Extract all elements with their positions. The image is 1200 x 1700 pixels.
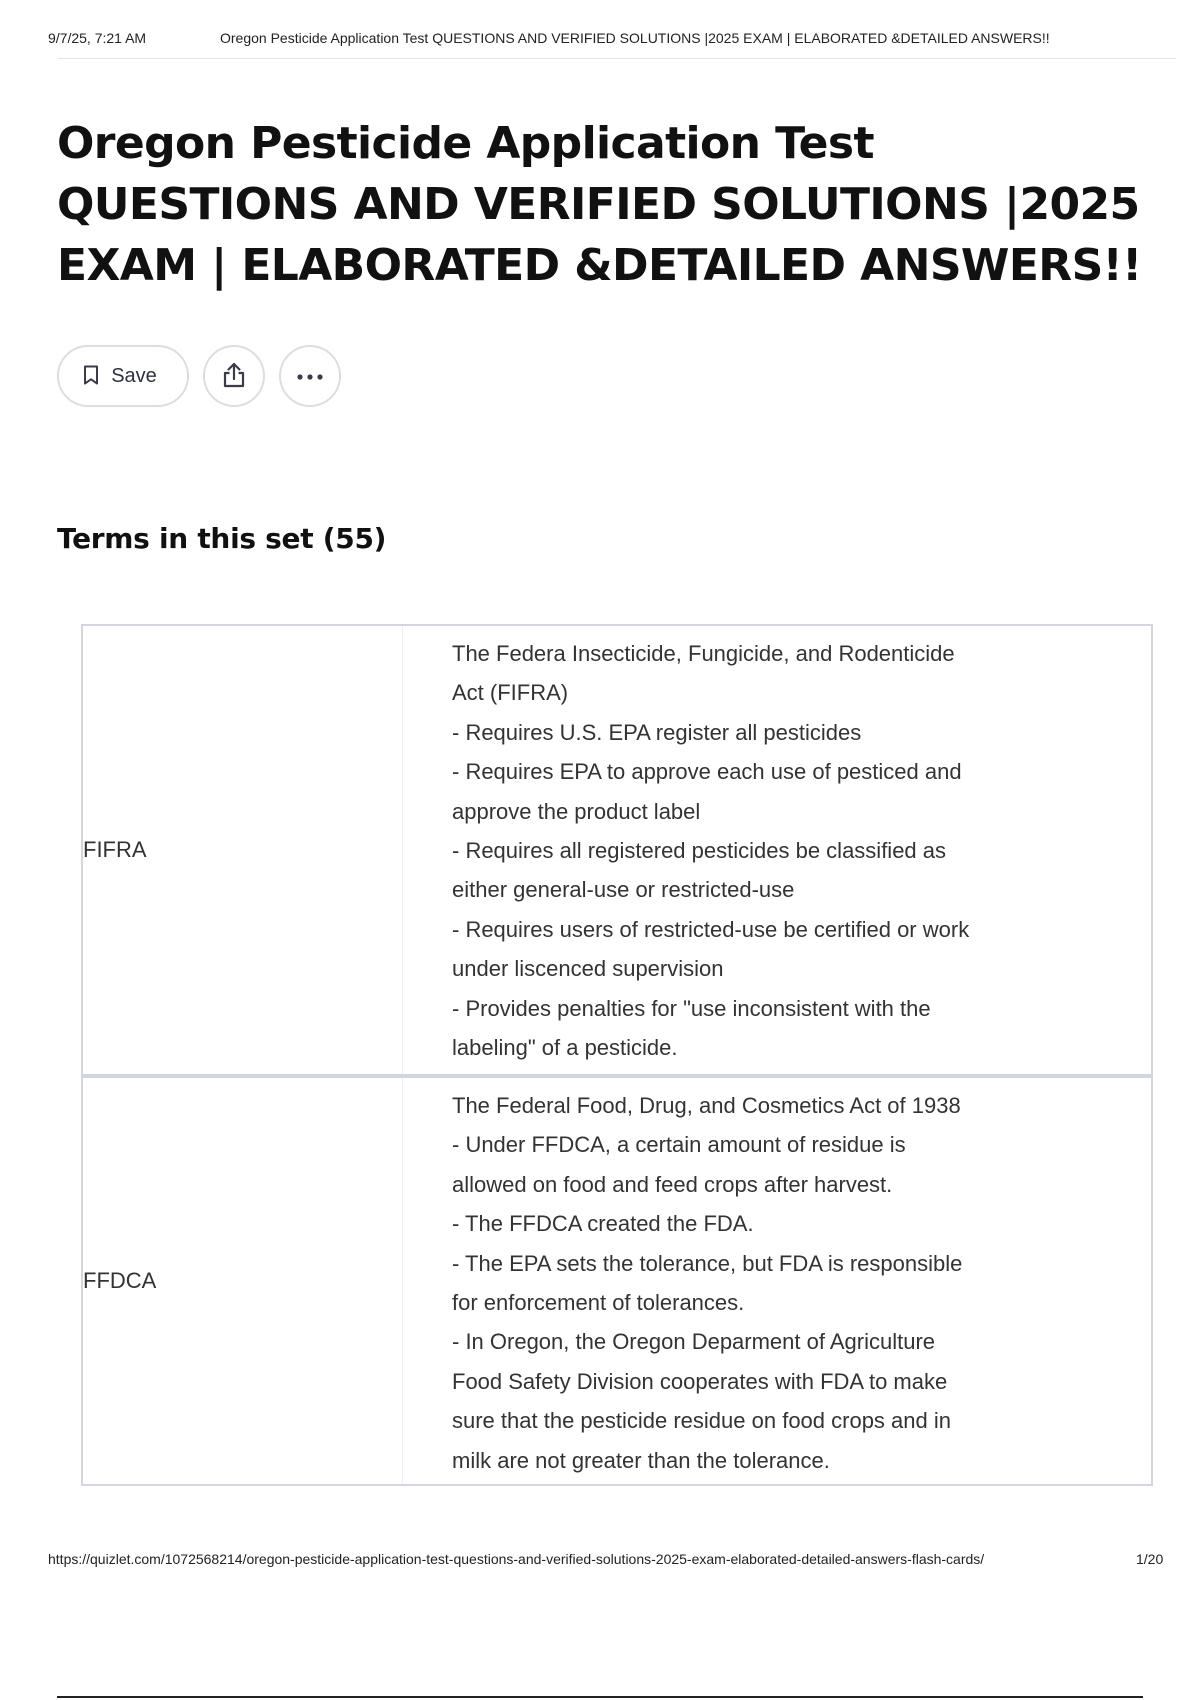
print-date: 9/7/25, 7:21 AM <box>48 30 147 46</box>
term-definition: The Federal Food, Drug, and Cosmetics Act of 1938 - Under FFDCA, a certain amount of residue is allowed on food and feed crops after harvest. - The FFDCA created the FDA. - The EPA sets the tolerance, but FDA is responsible for enforcement of tolerances. - In Oregon, the Oregon Deparment of Agriculture Food Safety Division cooperates with FDA to make sure that the pesticide residue on food crops and in milk are not greater than the tolerance. <box>452 1093 963 1473</box>
term-row <box>81 1076 1153 1486</box>
more-button[interactable] <box>279 345 341 407</box>
action-bar <box>57 345 341 407</box>
bookmark-icon <box>83 365 99 388</box>
save-button-label: Save <box>111 364 157 387</box>
terms-heading: Terms in this set (55) <box>57 522 387 555</box>
header-divider <box>58 58 1176 59</box>
page-number: 1/20 <box>1136 1551 1164 1567</box>
share-button[interactable] <box>203 345 265 407</box>
term-row <box>81 624 1153 1076</box>
bottom-divider <box>57 1696 1143 1698</box>
print-footer <box>48 1551 1186 1567</box>
share-icon <box>221 361 247 392</box>
print-doc-title: Oregon Pesticide Application Test QUESTIONS AND VERIFIED SOLUTIONS |2025 EXAM | ELABORATED &DETAILED ANSWERS!! <box>220 30 1050 46</box>
page-url: https://quizlet.com/1072568214/oregon-pesticide-application-test-questions-and-verified-solutions-2025-exam-elaborated-detailed-answers-flash-cards/ <box>48 1551 985 1567</box>
term-definition: The Federa Insecticide, Fungicide, and Rodenticide Act (FIFRA) - Requires U.S. EPA register all pesticides - Requires EPA to approve each use of pesticed and approve the product label - Requires all registered pesticides be classified as either general-use or restricted-use - Requires users of restricted-use be certified or work under liscenced supervision - Provides penalties for "use inconsistent with the labeling" of a pesticide. <box>452 641 970 1061</box>
more-icon <box>296 369 324 384</box>
save-button[interactable] <box>57 345 189 407</box>
term-word: FIFRA <box>83 626 403 1074</box>
term-word: FFDCA <box>83 1078 403 1484</box>
terms-table <box>81 624 1153 1486</box>
page-title: Oregon Pesticide Application Test QUESTIONS AND VERIFIED SOLUTIONS |2025 EXAM | ELABORATED &DETAILED ANSWERS!! <box>57 118 1142 291</box>
print-header <box>48 30 1178 50</box>
